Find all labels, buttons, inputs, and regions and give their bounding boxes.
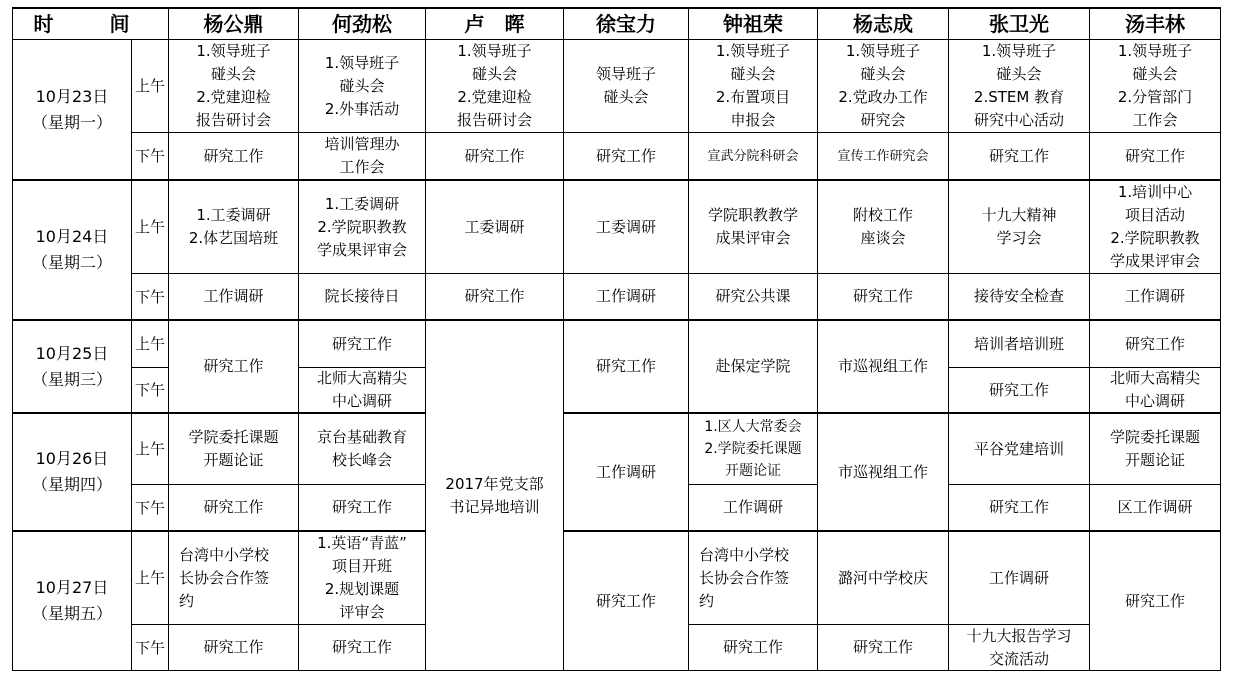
d3-pm-p7: 研究工作 <box>949 368 1090 414</box>
d4-am-p5: 1.区人大常委会 2.学院委托课题 开题论证 <box>689 414 818 485</box>
d1-am-p2: 1.领导班子 碰头会 2.外事活动 <box>299 40 426 133</box>
day-1-date: 10月23日 （星期一） <box>12 40 132 181</box>
d5-pm-p2: 研究工作 <box>299 625 426 671</box>
d2-am-p6: 附校工作 座谈会 <box>818 181 949 274</box>
day-1-am-label: 上午 <box>132 40 169 133</box>
d2-pm-p7: 接待安全检查 <box>949 274 1090 321</box>
day-5-pm-label: 下午 <box>132 625 169 671</box>
d5-pm-p1: 研究工作 <box>169 625 299 671</box>
d3-p4: 研究工作 <box>564 321 689 414</box>
d1-pm-p3: 研究工作 <box>426 133 564 181</box>
d2-pm-p6: 研究工作 <box>818 274 949 321</box>
header-person-5: 钟祖荣 <box>689 7 818 40</box>
d2-am-p5: 学院职教教学 成果评审会 <box>689 181 818 274</box>
d1-am-p3: 1.领导班子 碰头会 2.党建迎检 报告研讨会 <box>426 40 564 133</box>
d4-am-p7: 平谷党建培训 <box>949 414 1090 485</box>
day-3-date: 10月25日 （星期三） <box>12 321 132 414</box>
day-4-pm-label: 下午 <box>132 485 169 532</box>
day-2-pm-label: 下午 <box>132 274 169 321</box>
d4-am-p1: 学院委托课题 开题论证 <box>169 414 299 485</box>
d3-p1: 研究工作 <box>169 321 299 414</box>
d3-p5: 赴保定学院 <box>689 321 818 414</box>
d2-pm-p8: 工作调研 <box>1090 274 1221 321</box>
d2-pm-p5: 研究公共课 <box>689 274 818 321</box>
d4-pm-p7: 研究工作 <box>949 485 1090 532</box>
d5-pm-p6: 研究工作 <box>818 625 949 671</box>
d5-pm-p5: 研究工作 <box>689 625 818 671</box>
d1-pm-p4: 研究工作 <box>564 133 689 181</box>
d4-am-p8: 学院委托课题 开题论证 <box>1090 414 1221 485</box>
header-person-6: 杨志成 <box>818 7 949 40</box>
day-4-date: 10月26日 （星期四） <box>12 414 132 532</box>
day-5-date: 10月27日 （星期五） <box>12 532 132 671</box>
header-time: 时 间 <box>12 7 169 40</box>
d3-am-p2: 研究工作 <box>299 321 426 368</box>
d3-pm-p8: 北师大高精尖 中心调研 <box>1090 368 1221 414</box>
p3-merged-training: 2017年党支部 书记异地培训 <box>426 321 564 671</box>
day-2-date: 10月24日 （星期二） <box>12 181 132 321</box>
d3-am-p8: 研究工作 <box>1090 321 1221 368</box>
d1-pm-p2: 培训管理办 工作会 <box>299 133 426 181</box>
d5-p8: 研究工作 <box>1090 532 1221 671</box>
day-1-pm-label: 下午 <box>132 133 169 181</box>
d1-am-p6: 1.领导班子 碰头会 2.党政办工作 研究会 <box>818 40 949 133</box>
d4-p4: 工作调研 <box>564 414 689 532</box>
header-person-8: 汤丰林 <box>1090 7 1221 40</box>
d2-pm-p3: 研究工作 <box>426 274 564 321</box>
d2-am-p3: 工委调研 <box>426 181 564 274</box>
d2-am-p2: 1.工委调研 2.学院职教教 学成果评审会 <box>299 181 426 274</box>
d4-p6: 市巡视组工作 <box>818 414 949 532</box>
d2-am-p1: 1.工委调研 2.体艺国培班 <box>169 181 299 274</box>
header-person-7: 张卫光 <box>949 7 1090 40</box>
d5-am-p2: 1.英语“青蓝” 项目开班 2.规划课题 评审会 <box>299 532 426 625</box>
d1-pm-p5: 宣武分院科研会 <box>689 133 818 181</box>
d5-am-p1: 台湾中小学校 长协会合作签 约 <box>169 532 299 625</box>
d2-pm-p1: 工作调研 <box>169 274 299 321</box>
header-person-1: 杨公鼎 <box>169 7 299 40</box>
day-3-am-label: 上午 <box>132 321 169 368</box>
d5-am-p5: 台湾中小学校 长协会合作签 约 <box>689 532 818 625</box>
d1-am-p7: 1.领导班子 碰头会 2.STEM 教育 研究中心活动 <box>949 40 1090 133</box>
d2-pm-p4: 工作调研 <box>564 274 689 321</box>
header-person-3: 卢 晖 <box>426 7 564 40</box>
d1-am-p5: 1.领导班子 碰头会 2.布置项目 申报会 <box>689 40 818 133</box>
d4-pm-p2: 研究工作 <box>299 485 426 532</box>
header-person-4: 徐宝力 <box>564 7 689 40</box>
d1-pm-p8: 研究工作 <box>1090 133 1221 181</box>
d4-pm-p1: 研究工作 <box>169 485 299 532</box>
d5-pm-p7: 十九大报告学习 交流活动 <box>949 625 1090 671</box>
d1-pm-p7: 研究工作 <box>949 133 1090 181</box>
day-2-am-label: 上午 <box>132 181 169 274</box>
d4-pm-p8: 区工作调研 <box>1090 485 1221 532</box>
d3-p6: 市巡视组工作 <box>818 321 949 414</box>
d1-pm-p1: 研究工作 <box>169 133 299 181</box>
schedule-table <box>12 7 1221 671</box>
d4-am-p2: 京台基础教育 校长峰会 <box>299 414 426 485</box>
d2-am-p4: 工委调研 <box>564 181 689 274</box>
d2-am-p8: 1.培训中心 项目活动 2.学院职教教 学成果评审会 <box>1090 181 1221 274</box>
day-3-pm-label: 下午 <box>132 368 169 414</box>
header-person-2: 何劲松 <box>299 7 426 40</box>
d2-am-p7: 十九大精神 学习会 <box>949 181 1090 274</box>
day-5-am-label: 上午 <box>132 532 169 625</box>
d4-pm-p5: 工作调研 <box>689 485 818 532</box>
d5-p4: 研究工作 <box>564 532 689 671</box>
d5-am-p6: 潞河中学校庆 <box>818 532 949 625</box>
d3-am-p7: 培训者培训班 <box>949 321 1090 368</box>
d1-am-p8: 1.领导班子 碰头会 2.分管部门 工作会 <box>1090 40 1221 133</box>
d3-pm-p2: 北师大高精尖 中心调研 <box>299 368 426 414</box>
day-4-am-label: 上午 <box>132 414 169 485</box>
d1-am-p4: 领导班子 碰头会 <box>564 40 689 133</box>
d5-am-p7: 工作调研 <box>949 532 1090 625</box>
d2-pm-p2: 院长接待日 <box>299 274 426 321</box>
d1-pm-p6: 宣传工作研究会 <box>818 133 949 181</box>
d1-am-p1: 1.领导班子 碰头会 2.党建迎检 报告研讨会 <box>169 40 299 133</box>
